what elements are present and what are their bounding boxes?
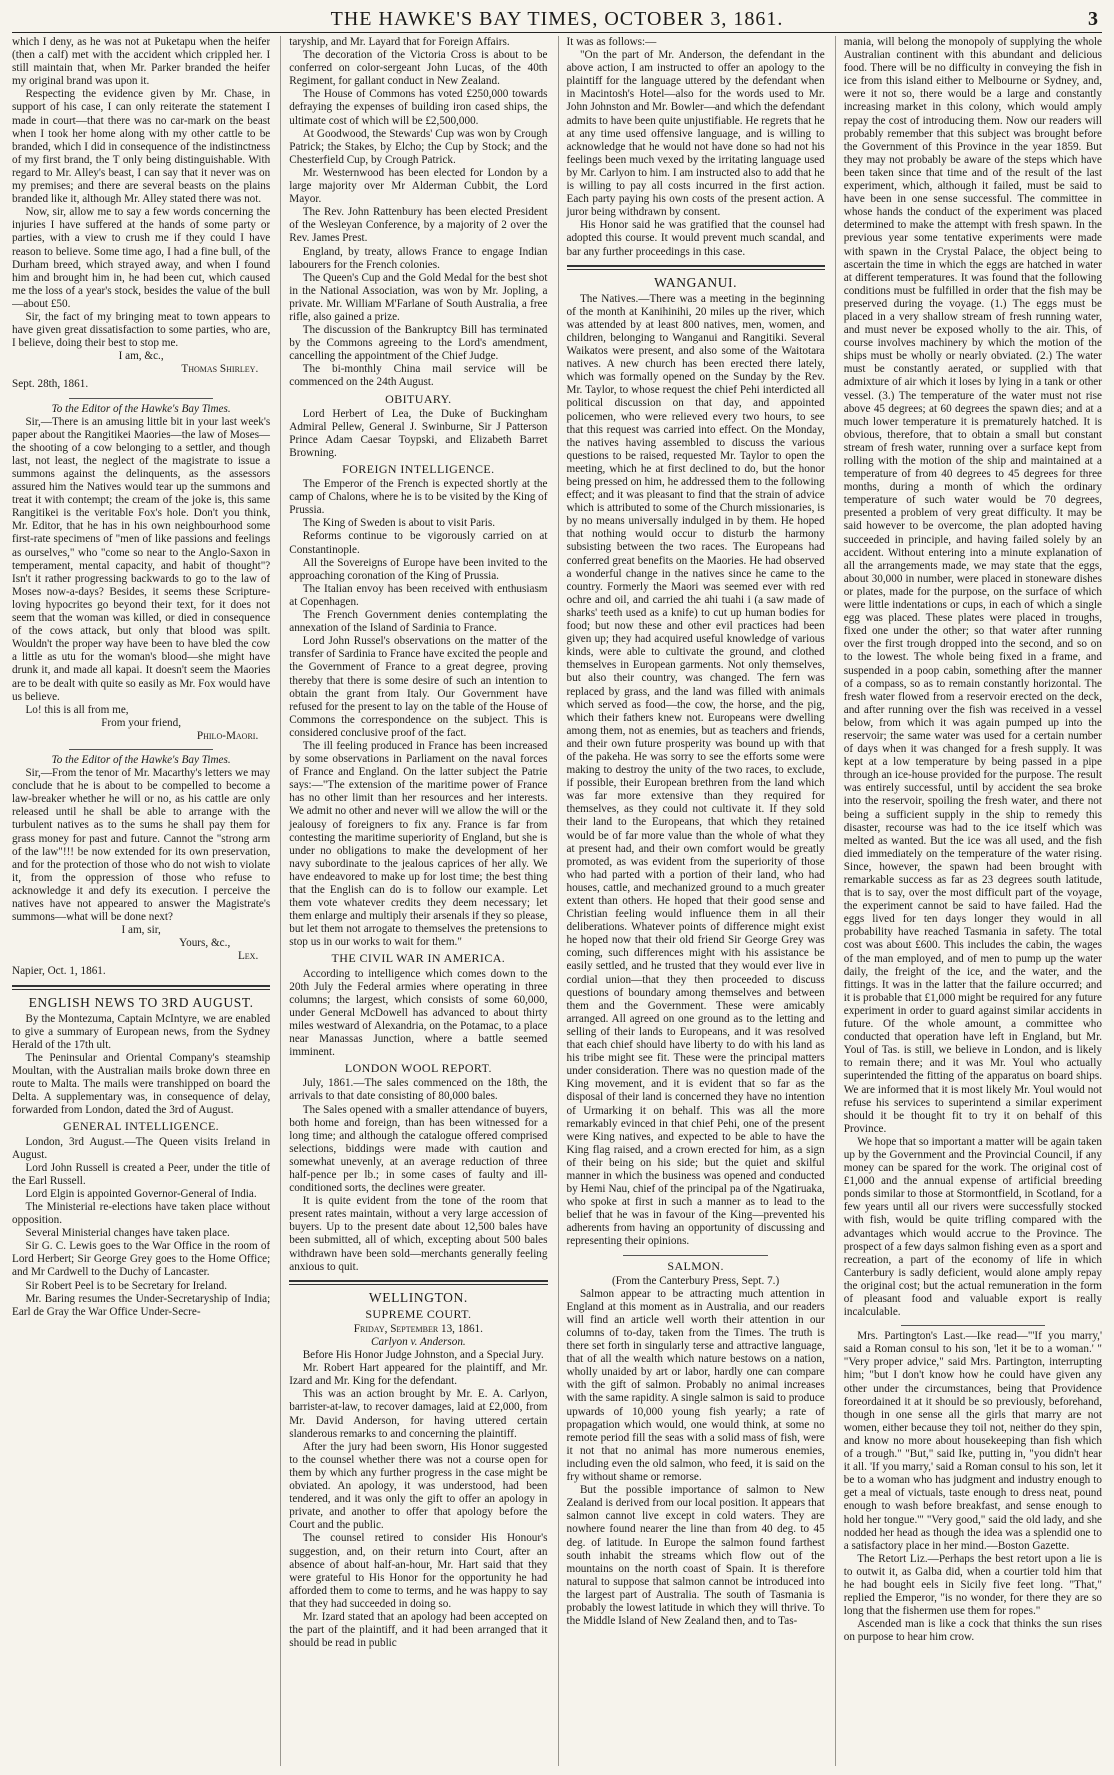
section-divider <box>567 265 825 270</box>
paragraph: Several Ministerial changes have taken place. <box>25 1227 230 1240</box>
paragraph: The Rev. John Rattenbury has been elected President of the Wesleyan Conference, by a majority of 2 over the Rev. James Prest. <box>289 206 548 245</box>
paragraph: Now, sir, allow me to say a few words concerning the injuries I have suffered at the hands of some party or parties, with a view to crush me if they could I have reason to believe. Some time ago, I had a fine bull, of the Durham breed, which strayed away, and when I found him and brought him in, he had been cut, which caused me the loss of a year's stock, besides the value of the bull—about £50. <box>12 206 271 310</box>
letter-heading: To the Editor of the Hawke's Bay Times. <box>51 402 231 415</box>
paragraph: which I deny, as he was not at Puketapu when the heifer (then a calf) met with the accident which crippled her. I still maintain that, when Mr. Parker branded the heifer my original brand was upon it. <box>12 36 271 88</box>
letter-closing: Yours, &c., <box>179 937 231 950</box>
letter-date: Sept. 28th, 1861. <box>12 378 89 391</box>
section-divider <box>289 1280 547 1285</box>
masthead <box>12 6 1102 33</box>
paragraph: taryship, and Mr. Layard that for Foreign Affairs. <box>289 36 510 48</box>
court-date: Friday, September 13, 1861. <box>353 1322 483 1335</box>
letter-closing: I am, &c., <box>118 350 164 363</box>
column-4 <box>835 36 1102 1766</box>
paragraph: July, 1861.—The sales commenced on the 18th, the arrivals to that date consisting of 80,000 bales. <box>289 1077 548 1103</box>
sub-heading: LONDON WOOL REPORT. <box>344 1061 492 1076</box>
paragraph: Lo! this is all from me, <box>25 703 129 716</box>
paragraph: Sir G. C. Lewis goes to the War Office in the room of Lord Herbert; Sir George Grey goes to the Home Office; and Mr Cardwell to the Duchy of Lancaster. <box>12 1240 271 1279</box>
paragraph: London, 3rd August.—The Queen visits Ireland in August. <box>12 1135 271 1161</box>
paragraph: The Queen's Cup and the Gold Medal for the best shot in the National Association, was won by Mr. Jopling, a private. Mr. William M'Farlane of South Australia, a free rifle, also gained a prize. <box>289 271 548 323</box>
paragraph: Ascended man is like a cock that thinks the sun rises on purpose to hear him crow. <box>843 1618 1102 1644</box>
paragraph: Lord Herbert of Lea, the Duke of Buckingham Admiral Pellew, General J. Swinburne, Sir J Patterson Prince Adam Caesar Toypski, and Elizabeth Barret Browning. <box>289 407 548 459</box>
paragraph: Respecting the evidence given by Mr. Chase, in support of his case, I can only reiterate the statement I made in court—that there was no car-mark on the beast when I took her home along with my other cattle to be branded, which I did in consequence of the indistinctness of my first brand, the T only being distinguishable. With regard to Mr. Alley's beast, I can say that it never was on my premises; and there are several beasts on the plains branded like it, although Mr. Alley stated there was not. <box>12 88 271 206</box>
paragraph: England, by treaty, allows France to engage Indian labourers for the French colonies. <box>289 245 548 271</box>
column-3 <box>558 36 825 1766</box>
paragraph: But the possible importance of salmon to New Zealand is derived from our local position. It appears that salmon cannot live except in cold waters. They are nowhere found nearer the line than from 40 deg. to 45 deg. of latitude. In Europe the salmon found farthest south inhabit the streams which flow out of the mountains on the north coast of Spain. It is therefore natural to suppose that salmon cannot be introduced into the largest part of Australia. The south of Tasmania is probably the lowest latitude in which they will thrive. To the Middle Island of New Zealand then, and to Tas- <box>566 1484 825 1628</box>
paragraph: The Italian envoy has been received with enthusiasm at Copenhagen. <box>289 582 548 608</box>
sub-heading: THE CIVIL WAR IN AMERICA. <box>331 951 506 966</box>
paragraph: His Honor said he was gratified that the counsel had adopted this course. It would prevent much scandal, and bar any further proceedings in this case. <box>566 219 825 258</box>
paragraph: The French Government denies contemplating the annexation of the Island of Sardinia to France. <box>289 609 548 635</box>
letter-signature: Philo-Maori. <box>196 729 259 742</box>
section-heading: ENGLISH NEWS TO 3RD AUGUST. <box>28 994 254 1010</box>
letter-closing: I am, sir, <box>121 924 161 937</box>
divider <box>69 749 214 750</box>
paragraph: Sir Robert Peel is to be Secretary for Ireland. <box>25 1279 228 1292</box>
paragraph: At Goodwood, the Stewards' Cup was won by Crough Patrick; the Stakes, by Elcho; the Cup by Stock; and the Chesterfield Cup, by Crough Patrick. <box>289 127 548 166</box>
paragraph: All the Sovereigns of Europe have been invited to the approaching coronation of the King of Prussia. <box>289 556 548 582</box>
columns <box>12 36 1102 1766</box>
divider <box>623 1255 768 1256</box>
column-2 <box>280 36 547 1766</box>
paragraph: The Natives.—There was a meeting in the beginning of the month at Kanihinihi, 20 miles up the river, which was attended by at least 800 natives, men, women, and children, belonging to Wanganui and Rangitiki. Several Waikatos were present, and also some of the Waitotara natives. A new church has been erected there lately, which was formally opened on the Sunday by the Rev. Mr. Taylor, to whose request the chief Pehi interdicted all political discussion on that day, and appointed policemen, who were relieved every two hours, to see that this request was carried into effect. On the Monday, the natives having assembled to discuss the various questions to be raised, requested Mr. Taylor to open the meeting, which he at first declined to do, but the honor being pressed on him, he addressed them to the following effect; and it was pleasant to find that the strain of advice which is attributed to some of the Church missionaries, is by no means universally indulged in by them. He hoped that nothing would occur to disturb the harmony subsisting between the two races. The Europeans had conferred great benefits on the Maories. He had observed a wonderful change in the natives since he came to the country. Formerly the Maori was seemed ever with red ochre and oil, and carried the ahi tuahi i (a saw made of sharks' teeth used as a knife) to cut up human bodies for food; but now these and other evil practices had been given up; they had acquired useful knowledge of various kinds, were able to cultivate the ground, and clothed themselves in European garments. Not only themselves, but also their country, was changed. The fern was replaced by grass, and the land was filled with animals which served as food—the cow, the horse, and the pig, which their fathers knew not. Europeans were dwelling among them, not as enemies, but as teachers and friends, and their own future prosperity was bound up with that of the pakeha. He was sorry to see the efforts some were making to destroy the unity of the two races, to exclude, if possible, their European brethren from the land which was far more extensive than they required for themselves, as they could not cultivate it. If they sold their land to the Europeans, that which they retained would be of far more value than the whole of what they at present had, and their own comfort would be greatly promoted, as was evident from the superiority of those who had parted with a portion of their land, who had houses, cattle, and mechanized ground to a much greater extent than others. He hoped that their good sense and Christian feeling would influence them in all their deliberations. Whatever points of difference might exist he hoped now that their old friend Sir George Grey was coming, such differences might with his assistance be easily settled, and he trusted that they would ever live in cordial union—that they then proceeded to discuss questions of boundary among themselves and between them and the Government. These were amicably arranged. All agreed on one ground as to the letting and selling of their lands to Europeans, and it was resolved that each chief should have liberty to do with his land as his tribe might see fit. These were the principal matters under consideration. There was no question made of the King movement, and it is evident that so far as the disposal of their land is concerned they have no intention of Urmarking it on behalf. This was all the more remarkably evinced in that chief Pehi, one of the present were King natives, and expected to be able to have the King flag raised, and a crown erected for him, as a sign of their being on his side; but the quiet and skilful manner in which the business was opened and conducted by Hemi Nau, chief of the principal pa of the Ngatiruaka, who spoke at first in such a manner as to lead to the belief that he was in favour of the King—prevented his adherents from having an opportunity of discussing and representing their opinions. <box>566 292 825 1248</box>
paragraph: The Retort Liz.—Perhaps the best retort upon a lie is to outwit it, as Galba did, when a courtier told him that he had bought eels in Sicily five feet long. "That," replied the Emperor, "is no wonder, for there they are so long that the fishermen use them for ropes." <box>843 1552 1102 1618</box>
paragraph: Lord John Russell is created a Peer, under the title of the Earl Russell. <box>12 1161 271 1187</box>
paragraph: The counsel retired to consider His Honour's suggestion, and, on their return into Court, after an absence of about half-an-hour, Mr. Hart said that they were grateful to His Honor for the opportunity he had afforded them to come to terms, and he was happy to say that they had succeeded in doing so. <box>289 1532 548 1610</box>
paragraph: The House of Commons has voted £250,000 towards defraying the expenses of building iron cased ships, the ultimate cost of which will be £2,500,000. <box>289 88 548 127</box>
divider <box>901 1325 1046 1326</box>
page-number: 3 <box>1088 8 1098 30</box>
letter-date: Napier, Oct. 1, 1861. <box>12 965 106 978</box>
paragraph: Salmon appear to be attracting much attention in England at this moment as in Australia, and our readers will find an article well worth their attention in our columns of to-day, taken from the Times. The truth is there set forth in singularly terse and attractive language, that of all the wealth which nature bestows on a nation, wholly unaided by art or labor, hardly one can compare with the gift of salmon. Probably no animal increases with the same rapidity. A single salmon is said to produce upwards of 10,000 young fish yearly; a rate of propagation which would, one would think, at some no remote period fill the seas with a solid mass of fish, were it not that no animal has more numerous enemies, including even the old salmon, who feed, it is said on the fry without shame or remorse. <box>566 1287 825 1484</box>
letter-closing: From your friend, <box>101 716 182 729</box>
paragraph: The Peninsular and Oriental Company's steamship Moultan, with the Australian mails broke down three en route to Malta. The mails were transhipped on board the Delta. A supplementary was, in consequence of delay, forwarded from London, dated the 3rd of August. <box>12 1051 271 1117</box>
paragraph: Lord Elgin is appointed Governor-General of India. <box>25 1187 257 1200</box>
paragraph: It was as follows:— <box>566 36 657 48</box>
paragraph: Sir,—From the tenor of Mr. Macarthy's letters we may conclude that he is about to be compelled to become a law-breaker whether he will or no, as his cattle are only released until he shall be able to arrange with the turbulent natives as to the sums he shall pay them for grass money for past and future. Cannot the "strong arm of the law"!!! be now extended for its own preservation, and for the protection of those who do not wish to violate it, from the oppression of those who refuse to acknowledge it and defy its execution. I perceive the natives have not appeared to answer the Magistrate's summons—what will be done next? <box>12 767 271 924</box>
paragraph: According to intelligence which comes down to the 20th July the Federal armies where operating in three columns; the largest, which consists of some 60,000, under General McDowell has advanced to about thirty miles westward of Alexandria, on the Potamac, to a place near Manassas Junction, where a battle seemed imminent. <box>289 967 548 1059</box>
paragraph: We hope that so important a matter will be again taken up by the Government and the Provincial Council, if any money can be spared for the work. The original cost of £1,000 and the annual expense of artificial breeding ponds similar to those at Stormontfield, in Scotland, for a few years until all our rivers were successfully stocked with fish, would be quite trifling compared with the advantages which would accrue to the Province. The prospect of a few days salmon fishing even as a sport and recreation, a part of the economy of life in which Canterbury is sadly deficient, would alone amply repay the original cost; but the actual remuneration in the form of pleasant food and valuable export is really incalculable. <box>843 1135 1102 1319</box>
paragraph: mania, will belong the monopoly of supplying the whole Australian continent with this abundant and delicious food. There will be no difficulty in conveying the fish in ice from this island either to Melbourne or Sydney, and, were it not so, there would be a large and constantly increasing market in this colony, which would amply repay the cost of introducing them. Now our readers will probably remember that this subject was brought before the Government of this Province in the year 1859. But they may not probably be aware of the steps which have been taken since that time and of the result of the last experiment, which, although it failed, must be said to have been in one sense successful. The committee in whose hands the conduct of the experiment was placed determined to make the attempt with fresh spawn. In the previous year some tentative experiments were made with spawn in the Crystal Palace, the object being to ascertain the time in which the eggs are hatched in water at different temperatures. It was found that the following conditions must be fulfilled in order that the fish may be preserved during the voyage. (1.) The eggs must be placed in a very shallow stream of fresh running water, and must never be exposed wholly to the air. This, of course involves machinery by which the motion of the ships must be wholly or nearly obviated. (2.) The water must be constantly aerated, or supplied with that admixture of air which it loses by lying in a tank or other vessel. (3.) The temperature of the water must not rise above 45 degrees; at 60 degrees the spawn dies; and at a much lower temperature it is prematurely hatched. It is obvious, therefore, that to obtain a small but constant stream of fresh water, running over a surface kept from rolling with the motion of the ship and maintained at a temperature of from 40 degrees to 45 degrees for three months, during a month of which the ordinary temperature of such water would be 70 degrees, presented a problem of very great difficulty. It may be said however to be overcome, the plan adopted having succeeded in principle, and having failed solely by an accident. Without entering into a minute explanation of all the arrangements made, we may state that the eggs, about 30,000 in number, were placed in stoneware dishes or plates, made for the purpose, on the surface of which were little indentations or cups, in each of which a single egg was placed. These plates were placed in troughs, fixed one under the other; so that water after running over the first trough dropped into the second, and so on to the lowest. The whole being fixed in a frame, and suspended in a poop cabin, something after the manner of a compass, so as to remain constantly horizontal. The fresh water flowed from a reservoir erected on the deck, and after running over the fish was received in a vessel below, from which it was again pumped up into the reservoir; the same water was used for a certain number of days when it was changed for a fresh supply. It was kept at a low temperature by being passed in a pipe through an ice-house provided for the purpose. The result was entirely successful, until by accident the sea broke into the reservoir, spoiling the fresh water, and there not being a sufficient supply in the ship to remedy this disaster, recourse was had to the ice itself which was melted as wanted. But the ice was all used, and the fish died immediately on the temperature of the water rising. Since, however, the spawn had been brought with remarkable success as far as 23 degrees south latitude, that is to say, over the most difficult part of the voyage, the experiment cannot be said to have failed. Had the eggs lived for ten days longer they would in all probability have reached Tasmania in safety. The total cost was about £600. This includes the cabin, the wages of the man employed, and of men to pump up the water daily, the freight of the ice, and the water, and the fittings. It was in the latter that the failure occurred; and it is probable that £1,000 might be required for any future experiment in order to guard against similar accidents in future. Of the whole amount, a committee who conducted that operation have left in England, but Mr. Youl of Tas. is still, we believe in London, and is likely to remain there; and it was Mr. Youl who actually superintended the fitting of the apparatus on board ships. We are informed that it is most likely Mr. Youl would not refuse his services to superintend a similar experiment should it be thought fit to try it on behalf of this Province. <box>843 36 1102 1135</box>
paragraph: The Ministerial re-elections have taken place without opposition. <box>12 1200 271 1227</box>
sub-heading: SALMON. <box>667 1258 724 1273</box>
letter-heading: To the Editor of the Hawke's Bay Times. <box>51 753 231 766</box>
sub-heading: OBITUARY. <box>385 391 452 406</box>
section-heading: WELLINGTON. <box>368 1289 468 1305</box>
paragraph: The decoration of the Victoria Cross is about to be conferred on color-sergeant John Lucas, of the 40th Regiment, for gallant conduct in New Zealand. <box>289 49 548 88</box>
paragraph: By the Montezuma, Captain McIntyre, we are enabled to give a summary of European news, from the Sydney Herald of the 17th ult. <box>12 1012 271 1051</box>
paragraph: Mr. Baring resumes the Under-Secretaryship of India; Earl de Gray the War Office Under-Secre- <box>12 1292 271 1318</box>
paragraph: The Emperor of the French is expected shortly at the camp of Chalons, where he is to be visited by the King of Prussia. <box>289 478 548 517</box>
case-name: Carlyon v. Anderson. <box>371 1336 466 1348</box>
paragraph: Mr. Robert Hart appeared for the plaintiff, and Mr. Izard and Mr. King for the defendant. <box>289 1362 548 1388</box>
paragraph: The ill feeling produced in France has been increased by some observations in Parliament on the naval forces of France and England. On the latter subject the Patrie says:—"The extension of the maritime power of France has no other limit than her resources and her interests. We admit no other and never will we allow the will or the jealousy of foreigners to fix any. France is far from contesting the maritime superiority of England, but she is under no obligations to make the development of her navy subordinate to the jealous caprices of her ally. We have endeavored to make up for lost time; the best thing that the English can do is to follow our example. Let them vote whatever credits they deem necessary; let them enlarge and multiply their arsenals if they so please, but let them not arrogate to themselves the pretensions to stop us in our works to wait for them." <box>289 739 548 949</box>
paragraph: Lord John Russel's observations on the matter of the transfer of Sardinia to France have excited the people and the Government of France to a great degree, proving thereby that there is some desire of such an intention to obtain the grant from Italy. Our Government have refused for the present to lay on the table of the House of Commons the correspondence on the subject. This is considered conclusive proof of the fact. <box>289 635 548 739</box>
letter-signature: Lex. <box>237 950 259 963</box>
sub-heading: GENERAL INTELLIGENCE. <box>63 1119 220 1134</box>
paragraph: "On the part of Mr. Anderson, the defendant in the above action, I am instructed to offer an apology to the plaintiff for the language uttered by the defendant when in Macintosh's Hotel—also for the words used to Mr. John Johnston and Mr. Bowler—and which the defendant admits to have been quite unjustifiable. He regrets that he at any time used offensive language, and is willing to acknowledge that he would not have done so had not his feelings been much vexed by the irritating language used by Mr. Carlyon to him. I am instructed also to add that he is willing to pay all costs incurred in the first action. Each party paying his own costs of the present action. A juror being withdrawn by consent. <box>566 49 825 219</box>
sub-heading: SUPREME COURT. <box>365 1306 472 1321</box>
paragraph: Mr. Izard stated that an apology had been accepted on the part of the plaintiff, and it had been arranged that it should be read in public <box>289 1610 548 1650</box>
paragraph: Sir,—There is an amusing little bit in your last week's paper about the Rangitikei Maories—the law of Moses—the shooting of a cow belonging to a settler, and though last, not least, the neglect of the magistrate to issue a summons against the delinquents, as the assessors assured him the Natives would tear up the summons and treat it with contempt; the cream of the joke is, this same Rangitikei is the veritable Fox's hole. Don't you think, Mr. Editor, that he has in his own neighbourhood some first-rate specimens of "men of like passions and feelings as ourselves," who "come so near to the Anglo-Saxon in temperament, mental capacity, and habit of thought"? Isn't it rather progressing backwards to go to the law of Moses now-a-days? Besides, it seems these Scripture-loving hypocrites go beyond their text, for it does not seem that the woman was killed, or died in consequence of the cows attack, but only that blood was spilt. Wouldn't the proper way have been to have bled the cow a little as utu for the woman's blood—she might have drunk it, and made all kapai. It doesn't seem the Maories are to be dealt with quite so easily as Mr. Fox would have us believe. <box>12 415 271 703</box>
newspaper-title: THE HAWKE'S BAY TIMES, OCTOBER 3, 1861. <box>330 8 784 30</box>
paragraph: Before His Honor Judge Johnston, and a Special Jury. <box>302 1349 544 1362</box>
paragraph: It is quite evident from the tone of the room that present rates maintain, without a very large accession of buyers. Up to the present date about 12,500 bales have been submitted, all of which, excepting about 500 bales withdrawn have been sold—merchants generally feeling anxious to quit. <box>289 1195 548 1273</box>
paragraph: The discussion of the Bankruptcy Bill has terminated by the Commons agreeing to the Lord's amendment, cancelling the appointment of the Chief Judge. <box>289 324 548 363</box>
paragraph: The King of Sweden is about to visit Paris. <box>302 517 496 530</box>
section-heading: WANGANUI. <box>654 274 738 290</box>
paragraph: After the jury had been sworn, His Honor suggested to the counsel whether there was not a course open for them by which any further progress in the case might be obviated. An apology, it was understood, had been tendered, and it was only the gift to offer an apology in private, and another to offer that apology before the Court and the public. <box>289 1440 548 1532</box>
section-divider <box>12 985 270 990</box>
paragraph: This was an action brought by Mr. E. A. Carlyon, barrister-at-law, to recover damages, laid at £2,000, from Mr. David Anderson, for having uttered certain slanderous remarks to and concerning the plaintiff. <box>289 1388 548 1440</box>
article-source: (From the Canterbury Press, Sept. 7.) <box>612 1274 780 1287</box>
paragraph: Sir, the fact of my bringing meat to town appears to have given great dissatisfaction to some parties, who are, I believe, doing their best to stop me. <box>12 310 271 350</box>
paragraph: The bi-monthly China mail service will be commenced on the 24th August. <box>289 363 548 389</box>
paragraph: Reforms continue to be vigorously carried on at Constantinople. <box>289 530 548 556</box>
divider <box>69 398 214 399</box>
paragraph: Mrs. Partington's Last.—Ike read—"'If you marry,' said a Roman consul to his son, 'let it be to a woman.' " "Very proper advice," said Mrs. Partington, interrupting him; "but I don't know how he could have given any other under the circumstances, being that Providence foreordained it at it should be so previously, beforehand, though in one sense all the girls that marry are not women, either because they toil not, neither do they spin, and know no more about housekeeping than fish which of a trough." "But," said Ike, putting in, "you didn't hear it all. 'If you marry,' said a Roman consul to his son, let it be to a woman who has judgment and industry enough to get a meal of victuals, taste enough to dress neat, pound enough to wash before breakfast, and sense enough to hold her tongue.'" "Very good," said the old lady, and she nodded her head as though the idea was a splendid one to a satisfactory place in her mind.—Boston Gazette. <box>843 1330 1102 1552</box>
sub-heading: FOREIGN INTELLIGENCE. <box>342 462 495 476</box>
column-1 <box>12 36 270 1766</box>
letter-signature: Thomas Shirley. <box>181 363 259 376</box>
paragraph: Mr. Westernwood has been elected for London by a large majority over Mr Alderman Cubbit, the Lord Mayor. <box>289 166 548 206</box>
paragraph: The Sales opened with a smaller attendance of buyers, both home and foreign, than has been witnessed for a long time; and although the catalogue offered comprised selections, biddings were made with caution and somewhat unevenly, at an average reduction of three half-pence per lb.; in some cases of faulty and ill-conditioned sorts, the declines were greater. <box>289 1103 548 1195</box>
